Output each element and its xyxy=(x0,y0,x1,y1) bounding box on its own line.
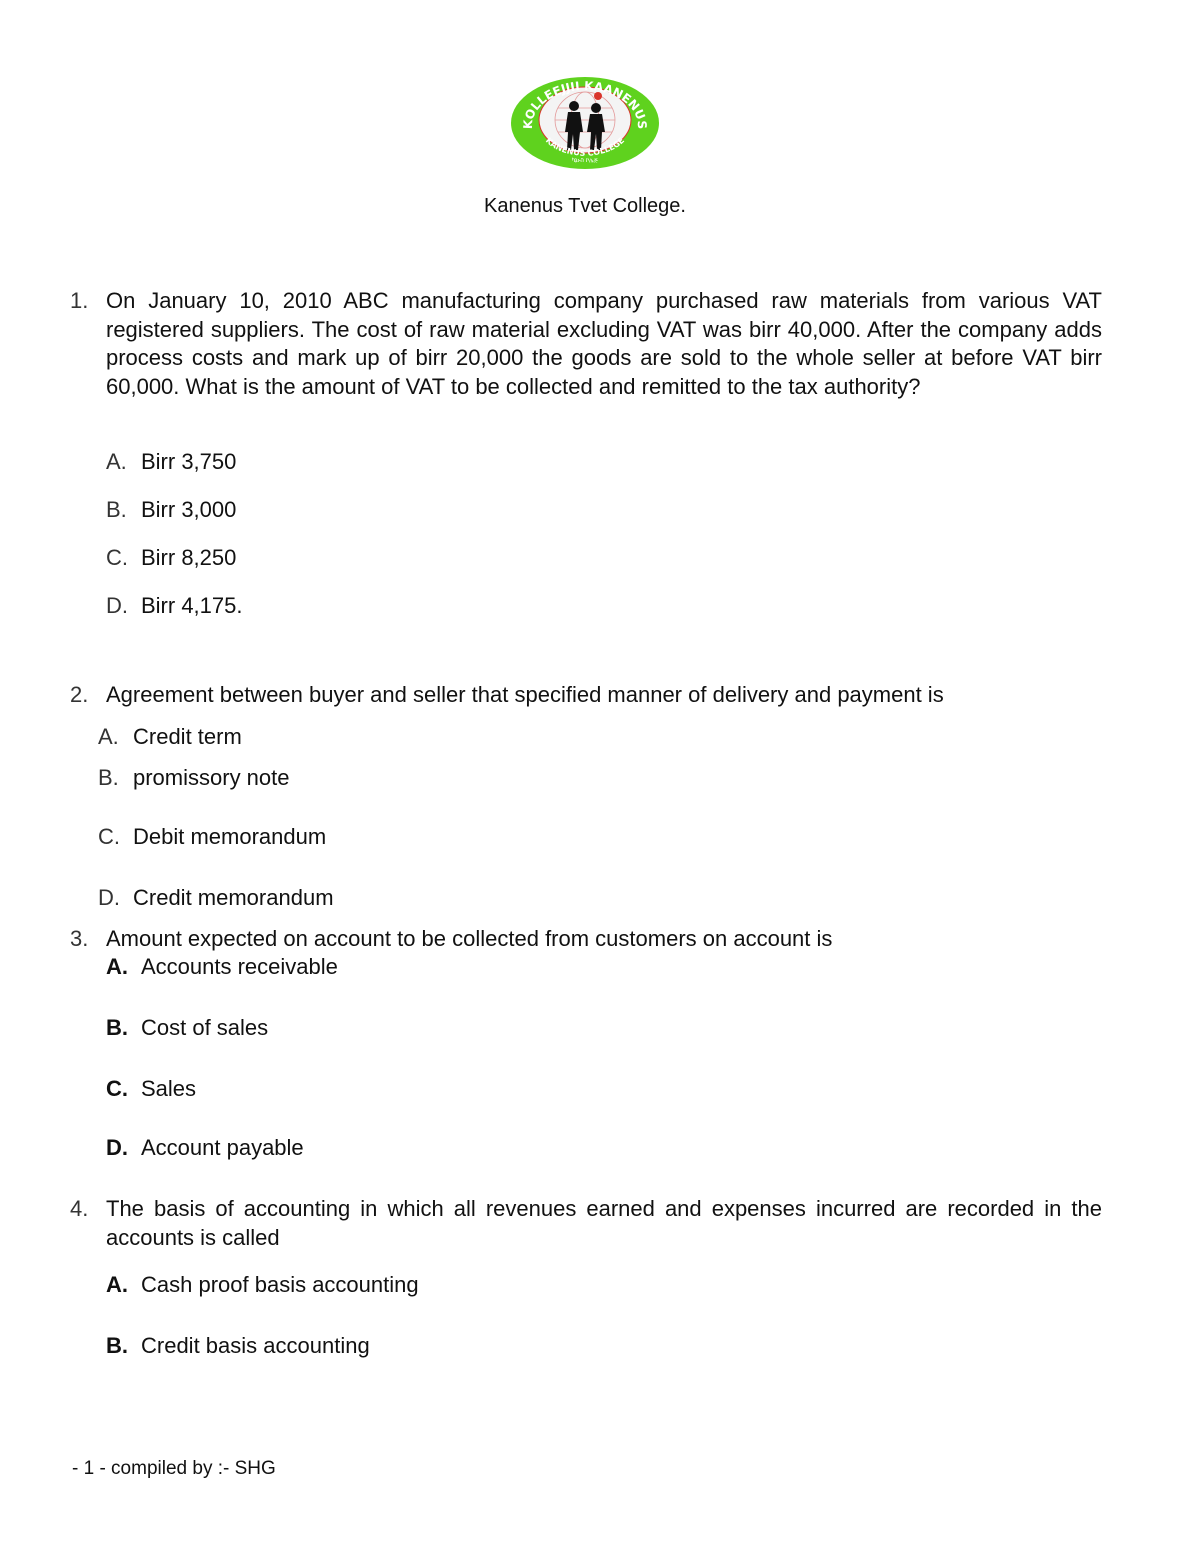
option-text: promissory note xyxy=(133,765,290,790)
option-letter: C. xyxy=(106,545,128,570)
option-2d xyxy=(98,884,334,912)
option-3a xyxy=(106,953,338,981)
option-2b xyxy=(98,764,290,792)
option-letter: B. xyxy=(98,765,119,790)
question-4 xyxy=(70,1195,1102,1252)
college-name: Kanenus Tvet College. xyxy=(484,195,686,217)
question-text: On January 10, 2010 ABC manufacturing company purchased raw materials from various VAT registered suppliers. The cost of raw material excluding VAT was birr 40,000. After the company adds process costs and mark up of birr 20,000 the goods are sold to the whole seller at before VAT birr 60,000. What is the amount of VAT to be collected and remitted to the tax authority? xyxy=(106,288,1102,399)
option-letter: A. xyxy=(98,724,119,749)
option-1a xyxy=(106,448,236,476)
option-letter: C. xyxy=(98,824,120,849)
question-number: 3. xyxy=(70,926,89,951)
option-1c xyxy=(106,544,236,572)
question-1 xyxy=(70,287,1102,401)
option-text: Cost of sales xyxy=(141,1015,269,1040)
svg-text:KOLLEEJJII KAANENUS: KOLLEEJJII KAANENUS xyxy=(520,78,650,130)
question-text: The basis of accounting in which all revenues earned and expenses incurred are recorded in the accounts is called xyxy=(106,1196,1102,1250)
option-text: Birr 3,750 xyxy=(141,449,237,474)
option-text: Credit memorandum xyxy=(133,885,334,910)
option-text: Birr 8,250 xyxy=(141,545,237,570)
option-text: Credit basis accounting xyxy=(141,1333,370,1358)
option-text: Account payable xyxy=(141,1135,304,1160)
option-4b xyxy=(106,1332,370,1360)
option-3c xyxy=(106,1075,196,1103)
option-letter: C. xyxy=(106,1076,128,1101)
option-text: Birr 3,000 xyxy=(141,497,237,522)
option-letter: D. xyxy=(106,1135,128,1160)
option-2a xyxy=(98,723,242,751)
option-letter: A. xyxy=(106,449,127,474)
question-number: 2. xyxy=(70,682,89,707)
page-footer: - 1 - compiled by :- SHG xyxy=(72,1458,276,1479)
option-letter: D. xyxy=(106,593,128,618)
question-number: 4. xyxy=(70,1196,89,1221)
option-text: Accounts receivable xyxy=(141,954,338,979)
option-3b xyxy=(106,1014,268,1042)
option-text: Cash proof basis accounting xyxy=(141,1272,419,1297)
option-letter: B. xyxy=(106,497,127,522)
svg-text:KANENUS COLLEGE: KANENUS COLLEGE xyxy=(543,135,627,158)
option-3d xyxy=(106,1134,304,1162)
college-logo xyxy=(510,76,660,170)
option-1d xyxy=(106,592,243,620)
option-letter: B. xyxy=(106,1015,128,1040)
option-4a xyxy=(106,1271,419,1299)
question-text: Agreement between buyer and seller that specified manner of delivery and payment is xyxy=(106,682,944,707)
question-number: 1. xyxy=(70,288,89,313)
option-text: Debit memorandum xyxy=(133,824,327,849)
option-letter: B. xyxy=(106,1333,128,1358)
option-text: Birr 4,175. xyxy=(141,593,243,618)
question-3 xyxy=(70,925,1102,954)
option-1b xyxy=(106,496,236,524)
option-2c xyxy=(98,823,326,851)
option-text: Sales xyxy=(141,1076,197,1101)
option-letter: A. xyxy=(106,954,128,979)
option-letter: A. xyxy=(106,1272,128,1297)
option-letter: D. xyxy=(98,885,120,910)
question-text: Amount expected on account to be collected from customers on account is xyxy=(106,926,833,951)
question-2 xyxy=(70,681,1102,710)
option-text: Credit term xyxy=(133,724,242,749)
svg-text:ካኔኑስ ኮሌጅ: ካኔኑስ ኮሌጅ xyxy=(571,157,599,164)
